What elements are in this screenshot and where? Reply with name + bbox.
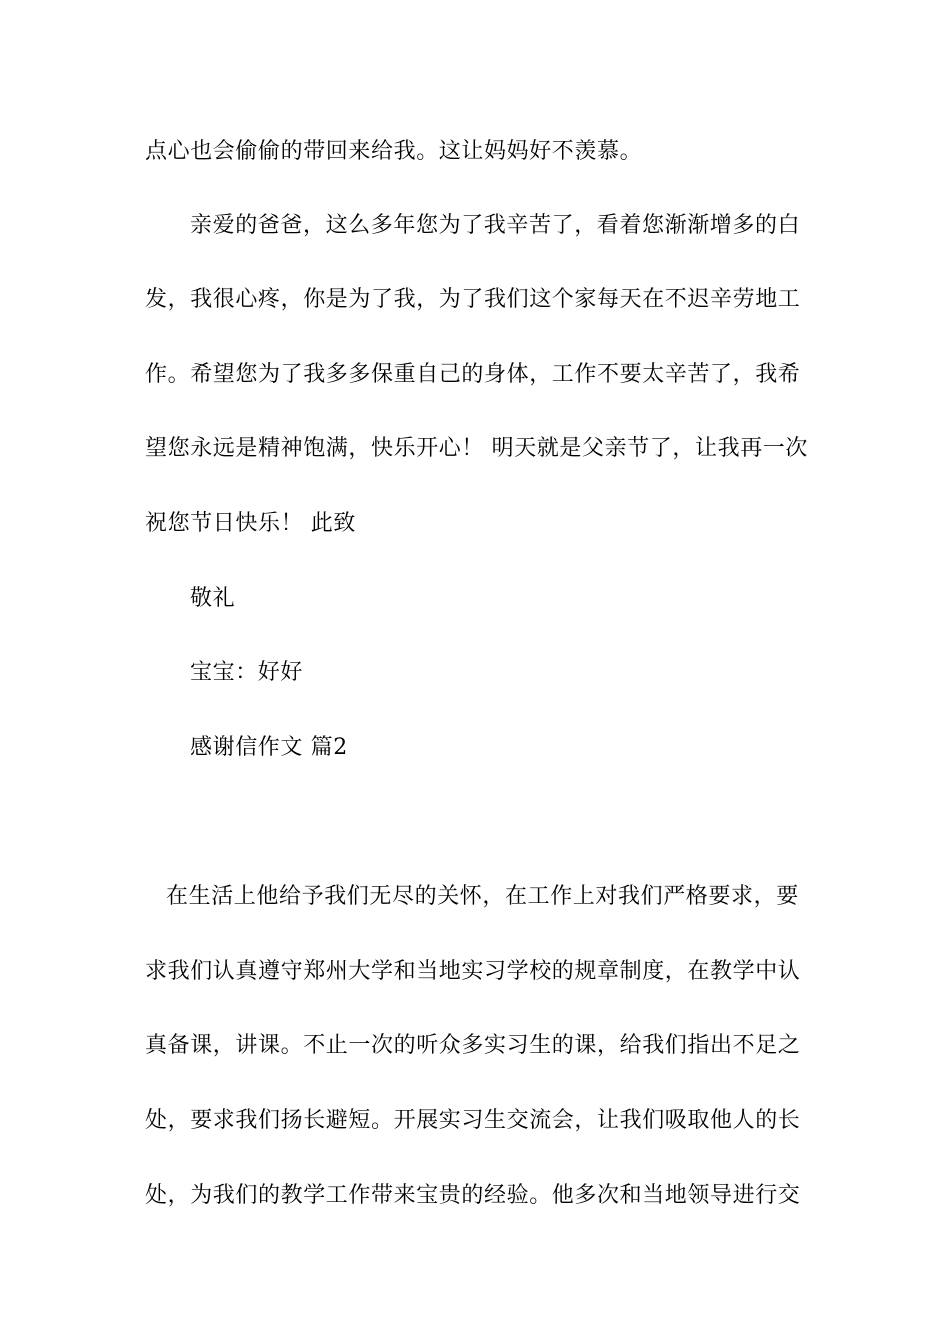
text-line: 亲爱的爸爸，这么多年您为了我辛苦了，看着您渐渐增多的白 (190, 213, 801, 238)
text-line: 望您永远是精神饱满，快乐开心！ 明天就是父亲节了，让我再一次 (145, 436, 808, 461)
text-line: 在生活上他给予我们无尽的关怀，在工作上对我们严格要求，要 (166, 884, 799, 909)
section-title: 感谢信作文 篇2 (190, 735, 348, 760)
signature: 宝宝：好好 (190, 660, 304, 685)
text-line: 点心也会偷偷的带回来给我。这让妈妈好不羡慕。 (145, 139, 643, 164)
text-line: 真备课，讲课。不止一次的听众多实习生的课，给我们指出不足之 (145, 1033, 801, 1058)
text-line: 处，为我们的教学工作带来宝贵的经验。他多次和当地领导进行交 (145, 1183, 801, 1208)
text-line: 作。希望您为了我多多保重自己的身体，工作不要太辛苦了，我希 (145, 362, 801, 387)
text-line: 祝您节日快乐！ 此致 (145, 511, 356, 536)
text-line: 发，我很心疼，你是为了我，为了我们这个家每天在不迟辛劳地工 (145, 287, 801, 312)
text-line: 求我们认真遵守郑州大学和当地实习学校的规章制度，在教学中认 (145, 959, 801, 984)
text-line: 处，要求我们扬长避短。开展实习生交流会，让我们吸取他人的长 (145, 1108, 801, 1133)
salutation: 敬礼 (190, 586, 236, 611)
